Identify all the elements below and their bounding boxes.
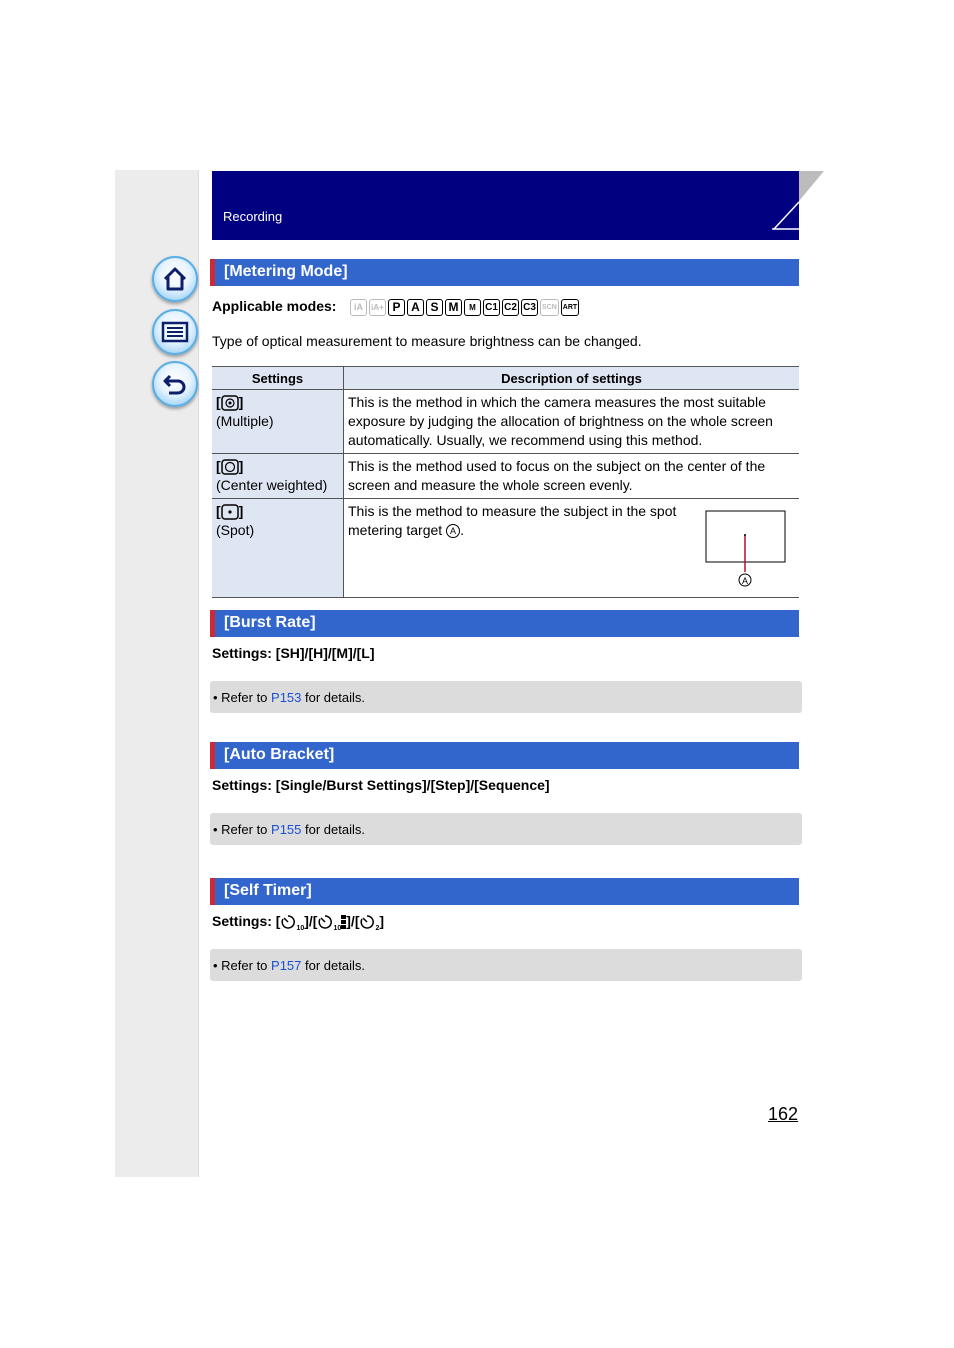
menu-list-icon (161, 320, 189, 344)
mode-ia-plus-icon: iA+ (369, 299, 386, 316)
mode-a-icon: A (407, 299, 424, 316)
mode-s-icon: S (426, 299, 443, 316)
mode-p-icon: P (388, 299, 405, 316)
center-weighted-metering-icon (221, 459, 239, 475)
setting-cell: [ ] (Spot) (212, 499, 344, 598)
mode-c3-icon: C3 (521, 299, 538, 316)
mode-ia-icon: iA (350, 299, 367, 316)
mode-creative-icon: ART (561, 299, 579, 316)
spot-metering-icon (221, 504, 239, 520)
multiple-metering-icon (221, 395, 239, 411)
setting-name: (Multiple) (216, 413, 274, 429)
mode-scn-icon: SCN (540, 299, 559, 316)
setting-description-cell (344, 499, 800, 598)
chapter-label: Recording (223, 209, 283, 224)
burst-note: • Refer to P153 for details. (210, 681, 802, 713)
marker-a-icon: A (446, 524, 460, 538)
mode-c2-icon: C2 (502, 299, 519, 316)
mode-c1-icon: C1 (483, 299, 500, 316)
burst-settings: Settings: [SH]/[H]/[M]/[L] (212, 645, 375, 661)
table-row (212, 499, 799, 598)
back-button[interactable] (152, 361, 198, 407)
bracket-note: • Refer to P155 for details. (210, 813, 802, 845)
diagram-label: A (741, 576, 749, 586)
home-button[interactable] (152, 256, 198, 302)
page-corner-decoration (772, 171, 824, 231)
column-header-settings: Settings (212, 367, 344, 390)
bracket-settings: Settings: [Single/Burst Settings]/[Step]/[Sequence] (212, 777, 550, 793)
self-timer-heading (210, 878, 799, 905)
metering-description: Type of optical measurement to measure brightness can be changed. (212, 333, 642, 349)
setting-description: This is the method to measure the subject in the spot metering target A . (348, 503, 677, 538)
setting-name: (Spot) (216, 522, 255, 538)
section-title: [Self Timer] (224, 882, 312, 899)
applicable-modes (350, 297, 579, 317)
back-icon (161, 371, 189, 397)
applicable-modes-label: Applicable modes: (212, 298, 337, 314)
menu-button[interactable] (152, 309, 198, 355)
burst-rate-heading (210, 610, 799, 637)
mode-m-icon: M (445, 299, 462, 316)
column-header-description: Description of settings (344, 367, 800, 390)
table-row (212, 390, 799, 454)
metering-settings-table (212, 366, 799, 598)
setting-cell: [ ] (Center weighted) (212, 454, 344, 499)
table-header-row (212, 367, 799, 390)
spot-metering-diagram (705, 509, 789, 591)
metering-mode-heading (210, 259, 799, 286)
page-link-p153[interactable]: P153 (271, 690, 302, 705)
timer-10s-3-pictures-icon (317, 914, 333, 930)
section-title: [Auto Bracket] (224, 746, 335, 763)
setting-name: (Center weighted) (216, 477, 328, 493)
setting-description: This is the method used to focus on the subject on the center of the screen and measure the whole screen evenly. (348, 458, 766, 493)
home-icon (162, 266, 188, 292)
timer-10s-icon (280, 914, 296, 930)
timer-note: • Refer to P157 for details. (210, 949, 802, 981)
table-row (212, 454, 799, 499)
timer-2s-icon (359, 914, 375, 930)
page-link-p155[interactable]: P155 (271, 822, 302, 837)
mode-movie-m-icon: M (464, 299, 481, 316)
section-title: [Metering Mode] (224, 263, 348, 280)
chapter-header (212, 171, 799, 240)
page-link-p157[interactable]: P157 (271, 958, 302, 973)
auto-bracket-heading (210, 742, 799, 769)
timer-settings: Settings: [ $_{10}$]/[ $_{10}$ ]/[ $_2$] (212, 913, 385, 932)
setting-description: This is the method in which the camera measures the most suitable exposure by judging the allocation of brightness on the whole screen automatically. Usually, we recommend using this method. (348, 394, 773, 448)
section-title: [Burst Rate] (224, 614, 316, 631)
page-number: 162 (768, 1104, 799, 1124)
setting-cell: [ ] (Multiple) (212, 390, 344, 454)
